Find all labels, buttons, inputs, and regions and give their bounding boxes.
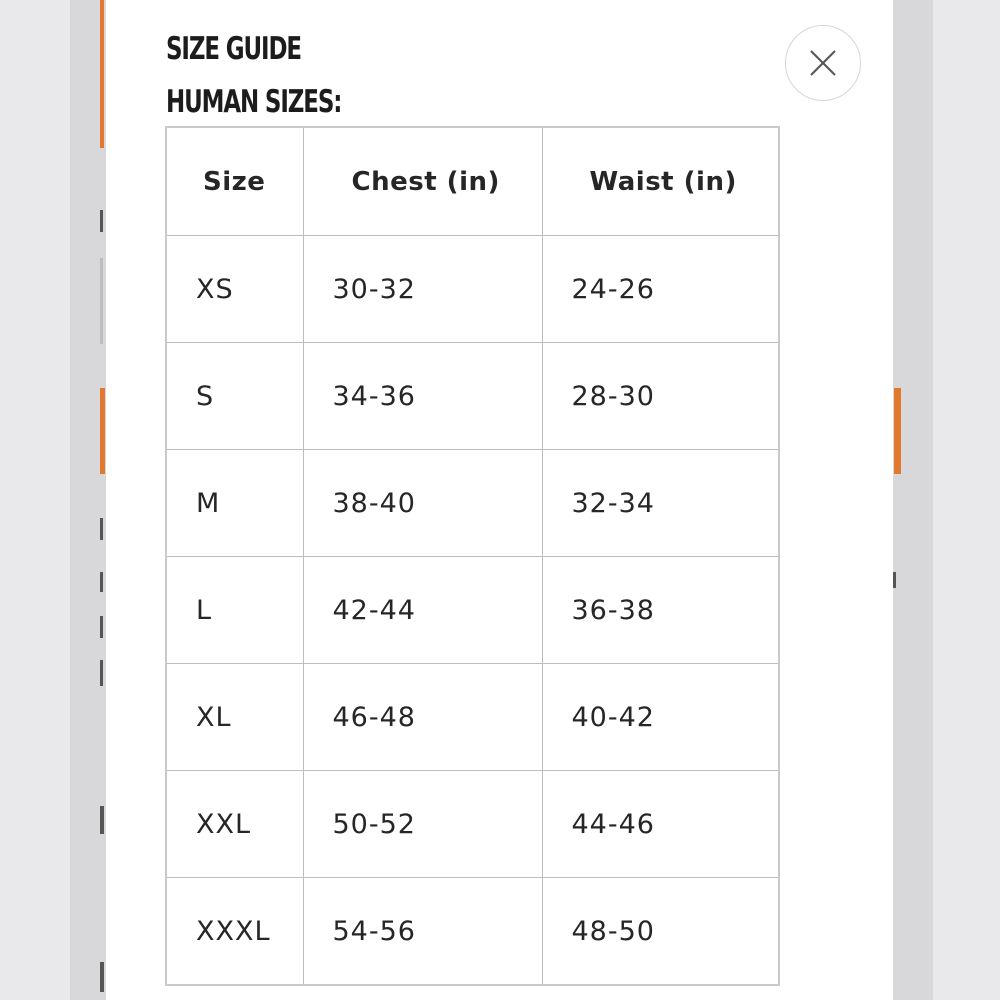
size-cell: XXXL xyxy=(166,878,303,986)
table-row xyxy=(166,236,779,343)
modal-title: SIZE GUIDE xyxy=(166,31,301,67)
background-page-left xyxy=(70,0,106,1000)
background-text-fragment xyxy=(100,572,103,592)
background-accent-bar xyxy=(100,388,105,474)
waist-cell: 24-26 xyxy=(542,236,779,343)
table-row xyxy=(166,771,779,878)
background-accent-bar xyxy=(100,0,104,148)
table-row xyxy=(166,878,779,986)
table-row xyxy=(166,450,779,557)
size-guide-modal xyxy=(106,0,893,1000)
size-table xyxy=(165,126,780,986)
modal-subtitle: HUMAN SIZES: xyxy=(166,84,342,120)
chest-cell: 46-48 xyxy=(303,664,542,771)
background-text-fragment xyxy=(100,806,104,834)
background-text-fragment xyxy=(893,572,896,588)
chest-cell: 54-56 xyxy=(303,878,542,986)
chest-cell: 30-32 xyxy=(303,236,542,343)
column-header-waist: Waist (in) xyxy=(542,127,779,236)
waist-cell: 36-38 xyxy=(542,557,779,664)
size-cell: XXL xyxy=(166,771,303,878)
close-icon xyxy=(809,49,837,77)
background-text-fragment xyxy=(100,660,103,686)
close-button[interactable] xyxy=(785,25,861,101)
background-text-fragment xyxy=(100,518,103,540)
chest-cell: 50-52 xyxy=(303,771,542,878)
table-row xyxy=(166,664,779,771)
waist-cell: 48-50 xyxy=(542,878,779,986)
column-header-size: Size xyxy=(166,127,303,236)
table-row xyxy=(166,343,779,450)
background-field-edge xyxy=(100,258,103,344)
background-text-fragment xyxy=(100,962,104,992)
waist-cell: 40-42 xyxy=(542,664,779,771)
table-header-row xyxy=(166,127,779,236)
background-text-fragment xyxy=(100,210,103,232)
chest-cell: 34-36 xyxy=(303,343,542,450)
background-page-right xyxy=(893,0,933,1000)
chest-cell: 42-44 xyxy=(303,557,542,664)
background-accent-bar xyxy=(894,388,901,474)
waist-cell: 44-46 xyxy=(542,771,779,878)
column-header-chest: Chest (in) xyxy=(303,127,542,236)
size-cell: S xyxy=(166,343,303,450)
size-cell: L xyxy=(166,557,303,664)
table-row xyxy=(166,557,779,664)
waist-cell: 32-34 xyxy=(542,450,779,557)
chest-cell: 38-40 xyxy=(303,450,542,557)
size-cell: XL xyxy=(166,664,303,771)
waist-cell: 28-30 xyxy=(542,343,779,450)
size-cell: M xyxy=(166,450,303,557)
background-text-fragment xyxy=(100,616,103,638)
size-cell: XS xyxy=(166,236,303,343)
